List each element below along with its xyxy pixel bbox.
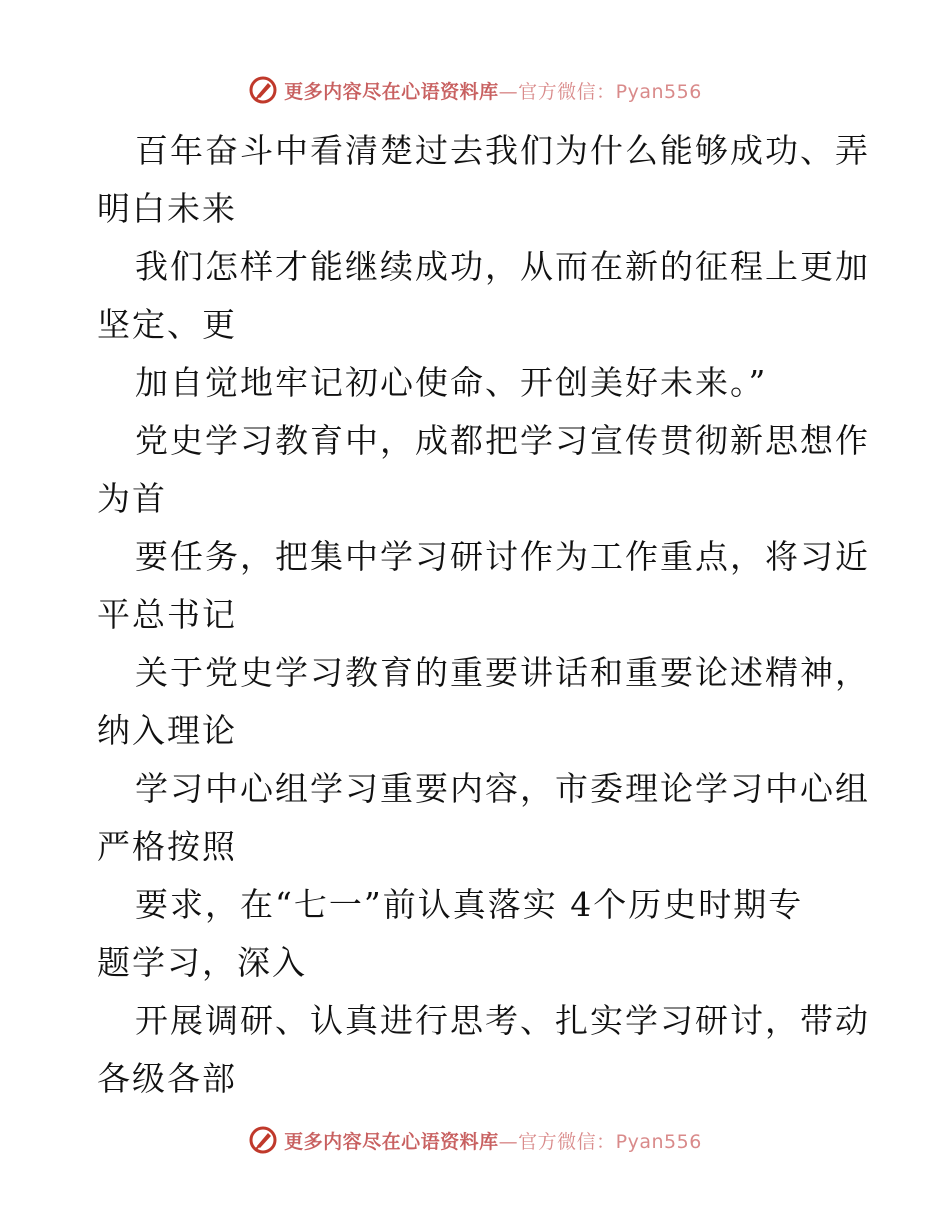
header-contact: —官方微信：Pyan556 [498, 80, 702, 103]
text-line: 各级各部 [97, 1059, 237, 1098]
header-brand: 更多内容尽在心语资料库 [284, 80, 499, 103]
document-body [97, 122, 870, 1108]
footer-banner-text [284, 1127, 702, 1154]
text-line: 平总书记 [97, 595, 237, 634]
footer-contact: —官方微信：Pyan556 [498, 1130, 702, 1153]
header-banner-text [284, 77, 702, 104]
text-line: 坚定、更 [97, 305, 237, 344]
text-line: 党史学习教育中，成都把学习宣传贯彻新思想作 [135, 421, 870, 460]
text-line: 百年奋斗中看清楚过去我们为什么能够成功、弄 [135, 131, 870, 170]
footer-banner [0, 1120, 950, 1160]
text-line: 明白未来 [97, 189, 237, 228]
pen-logo-icon [248, 75, 278, 105]
text-line: 要求，在“七一”前认真落实 4个历史时期专 [135, 885, 804, 924]
text-line: 开展调研、认真进行思考、扎实学习研讨，带动 [135, 1001, 870, 1040]
text-line: 学习中心组学习重要内容，市委理论学习中心组 [135, 769, 870, 808]
text-line: 关于党史学习教育的重要讲话和重要论述精神， [135, 653, 870, 692]
text-line: 题学习，深入 [97, 943, 307, 982]
text-line: 我们怎样才能继续成功，从而在新的征程上更加 [135, 247, 870, 286]
text-line: 为首 [97, 479, 167, 518]
text-line: 严格按照 [97, 827, 237, 866]
text-line: 要任务，把集中学习研讨作为工作重点，将习近 [135, 537, 870, 576]
footer-brand: 更多内容尽在心语资料库 [284, 1130, 499, 1153]
header-banner [0, 70, 950, 110]
pen-logo-icon [248, 1125, 278, 1155]
text-line: 纳入理论 [97, 711, 237, 750]
text-line: 加自觉地牢记初心使命、开创美好未来。” [135, 363, 768, 402]
